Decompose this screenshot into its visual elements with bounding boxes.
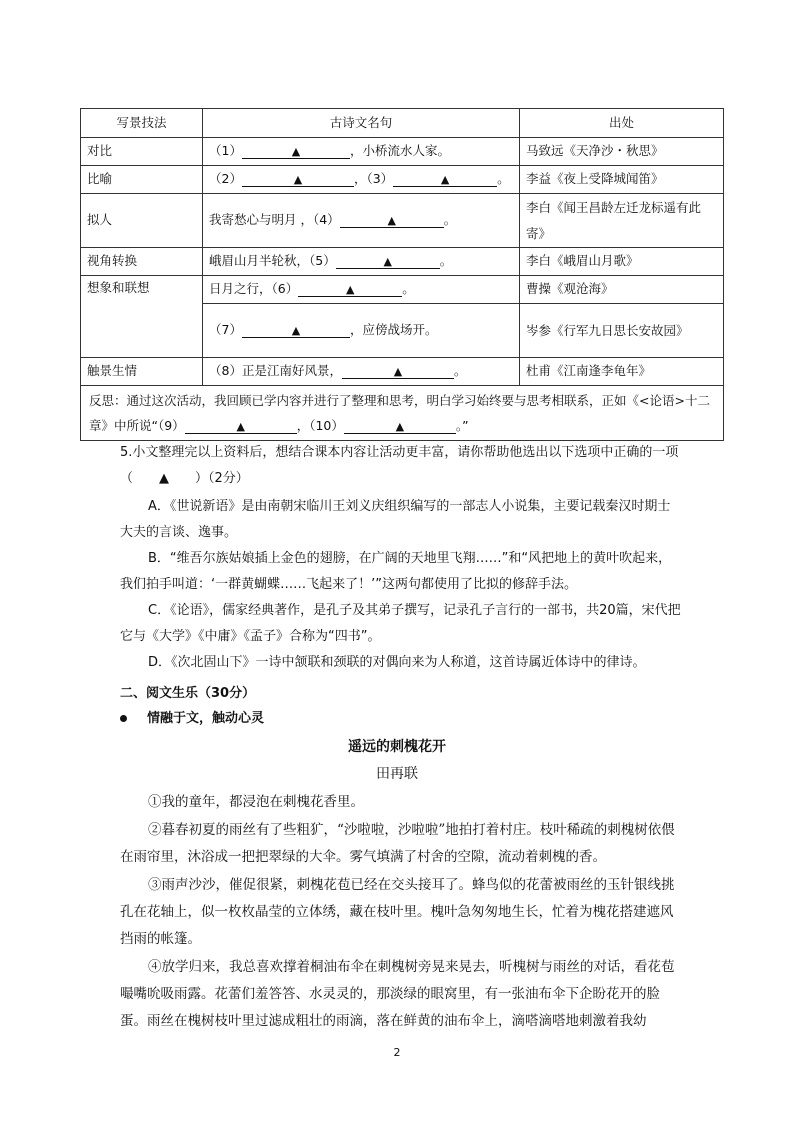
blank-triangle-icon: ▲ — [236, 420, 245, 433]
article-paragraph: ②暮春初夏的雨丝有了些粗犷，“沙啦啦，沙啦啦”地拍打着村庄。枝叶稀疏的刺槐树依偎在雨帘里，沐浴成一把把翠绿的大伞。雾气填满了村舍的空隙，流动着刺槐的香。 — [120, 822, 675, 865]
poem-cell — [203, 304, 520, 358]
technique-cell: 想象和联想 — [81, 276, 203, 358]
answer-blank-10[interactable] — [344, 419, 456, 434]
table-row — [81, 138, 724, 166]
blank-triangle-icon: ▲ — [440, 173, 450, 186]
article-paragraph: ①我的童年，都浸泡在刺槐花香里。 — [148, 794, 364, 810]
poem-prefix: （1） — [209, 143, 242, 158]
section-heading: 二、阅文生乐（30分） — [120, 686, 256, 701]
technique-cell: 拟人 — [81, 194, 203, 248]
poem-suffix: ，小桥流水人家。 — [349, 143, 450, 158]
poem-suffix: 。 — [497, 171, 510, 186]
reflection-text: 反思：通过这次活动，我回顾已学内容并进行了整理和思考，明白学习始终要与思考相联系，正如《<论语>十二章》中所说“（9） — [89, 393, 710, 433]
poem-suffix: ，应傍战场开。 — [349, 322, 438, 337]
technique-cell: 触景生情 — [81, 358, 203, 386]
poem-cell — [203, 138, 520, 166]
question-5-stem: 5.小文整理完以上资料后，想结合课本内容让活动更丰富，请你帮助他选出以下选项中正确的一项（ ▲ ）（2分） — [120, 445, 679, 486]
poem-cell — [203, 248, 520, 276]
option-d[interactable]: D．《次北固山下》一诗中颔联和颈联的对偶向来为人称道，这首诗属近体诗中的律诗。 — [148, 655, 646, 670]
table-row — [81, 248, 724, 276]
technique-cell: 视角转换 — [81, 248, 203, 276]
article-paragraph: ③雨声沙沙，催促很紧，刺槐花苞已经在交头接耳了。蜂鸟似的花蕾被雨丝的玉针银线挑孔在花轴上，似一枚枚晶莹的立体绣，藏在枝叶里。槐叶急匆匆地生长，忙着为槐花搭建遮风挡雨的帐篷。 — [120, 877, 675, 947]
poem-cell — [203, 276, 520, 304]
answer-blank-8[interactable] — [342, 364, 454, 379]
poem-mid: ，（3） — [353, 171, 394, 186]
poem-suffix: 。 — [439, 253, 453, 268]
poem-prefix: （7） — [209, 322, 242, 337]
section-subheading — [120, 707, 264, 726]
header-source: 出处 — [520, 109, 724, 138]
reflection-cell — [81, 386, 724, 441]
table-row — [81, 358, 724, 386]
blank-triangle-icon: ▲ — [345, 283, 355, 296]
option-a[interactable]: A．《世说新语》是由南朝宋临川王刘义庆组织编写的一部志人小说集，主要记载秦汉时期士大夫的言谈、逸事。 — [120, 499, 671, 540]
table-header-row — [81, 109, 724, 138]
bullet-dot-icon — [120, 715, 127, 722]
answer-blank-1[interactable] — [242, 144, 350, 159]
poem-prefix: 我寄愁心与明月 ，（4） — [209, 212, 340, 227]
answer-blank-5[interactable] — [336, 254, 440, 269]
poem-prefix: 日月之行，（6） — [209, 281, 299, 296]
poem-prefix: （2） — [209, 171, 242, 186]
subheading-text: 情融于文，触动心灵 — [147, 711, 265, 726]
answer-blank-6[interactable] — [298, 282, 402, 297]
blank-triangle-icon: ▲ — [395, 420, 405, 433]
poem-cell — [203, 194, 520, 248]
blank-triangle-icon: ▲ — [387, 214, 396, 227]
poem-cell — [203, 166, 520, 194]
header-technique: 写景技法 — [81, 109, 203, 138]
blank-triangle-icon: ▲ — [393, 365, 403, 378]
source-cell: 李益《夜上受降城闻笛》 — [520, 166, 724, 194]
source-cell: 马致远《天净沙・秋思》 — [520, 138, 724, 166]
reflection-mid: ，（10） — [296, 418, 344, 433]
answer-blank-7[interactable] — [242, 323, 350, 338]
poem-cell — [203, 358, 520, 386]
source-cell: 李白《峨眉山月歌》 — [520, 248, 724, 276]
option-b[interactable]: B．“维吾尔族姑娘插上金色的翅膀，在广阔的天地里飞翔……”和“风把地上的黄叶吹起来，我们拍手叫道：‘一群黄蝴蝶……飞起来了！’”这两句都使用了比拟的修辞手法。 — [120, 551, 672, 592]
source-cell: 岑参《行军九日思长安故园》 — [520, 304, 724, 358]
technique-cell: 比喻 — [81, 166, 203, 194]
source-cell: 李白《闻王昌龄左迁龙标遥有此寄》 — [520, 194, 724, 248]
table-row — [81, 276, 724, 304]
blank-triangle-icon: ▲ — [291, 324, 301, 337]
poem-suffix: 。 — [443, 212, 457, 227]
article-paragraph: ④放学归来，我总喜欢撑着桐油布伞在刺槐树旁晃来晃去，听槐树与雨丝的对话，看花苞嘬嘴吮吸雨露。花蕾们羞答答、水灵灵的，那淡绿的眼窝里，有一张油布伞下企盼花开的脸蛋。雨丝在槐树枝叶里过滤成粗壮的雨滴，落在鲜黄的油布伞上，滴嗒滴嗒地刺激着我幼 — [120, 959, 675, 1029]
answer-blank-9[interactable] — [185, 419, 297, 434]
blank-triangle-icon: ▲ — [291, 145, 301, 158]
poem-suffix: 。 — [402, 281, 415, 296]
table-row — [81, 194, 724, 248]
blank-triangle-icon: ▲ — [293, 173, 303, 186]
reflection-suffix: 。” — [455, 418, 469, 433]
technique-cell: 对比 — [81, 138, 203, 166]
answer-blank-4[interactable] — [340, 213, 444, 228]
poem-prefix: 峨眉山月半轮秋，（5） — [209, 253, 336, 268]
header-poem: 古诗文名句 — [203, 109, 520, 138]
option-c[interactable]: C．《论语》，儒家经典著作，是孔子及其弟子撰写，记录孔子言行的一部书，共20篇，宋代把它与《大学》《中庸》《孟子》合称为“四书”。 — [120, 603, 681, 644]
table-row — [81, 166, 724, 194]
poem-suffix: 。 — [453, 363, 467, 378]
blank-triangle-icon: ▲ — [383, 255, 392, 268]
answer-blank-2[interactable] — [242, 172, 354, 187]
page-number: 2 — [393, 1046, 401, 1059]
reflection-row — [81, 386, 724, 441]
source-cell: 曹操《观沧海》 — [520, 276, 724, 304]
poem-prefix: （8）正是江南好风景， — [209, 363, 342, 378]
article-author: 田再联 — [376, 766, 418, 782]
source-cell: 杜甫《江南逢李龟年》 — [520, 358, 724, 386]
poetry-table — [80, 108, 724, 441]
answer-blank-3[interactable] — [393, 172, 497, 187]
article-title: 遥远的刺槐花开 — [348, 739, 446, 755]
